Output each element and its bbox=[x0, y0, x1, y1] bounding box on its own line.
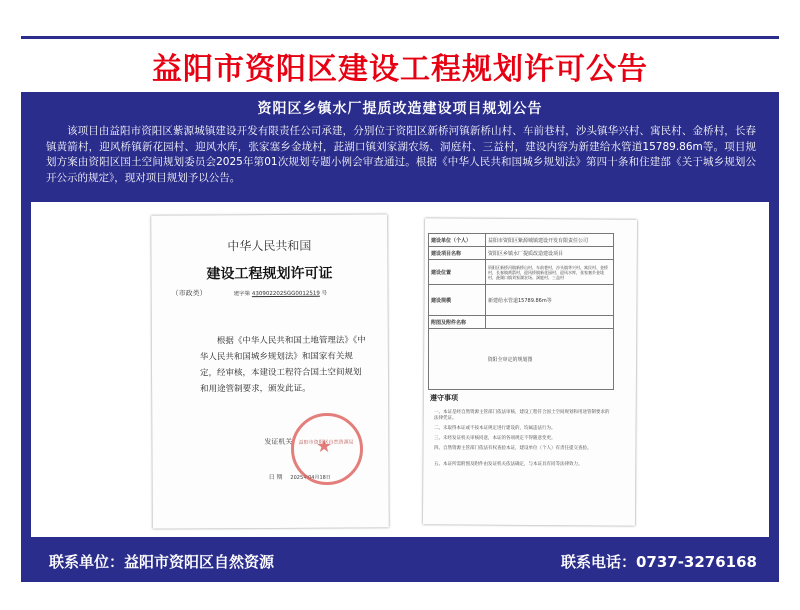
permit-cover-page bbox=[151, 214, 389, 528]
table-cell-key: 建设项目名称 bbox=[429, 247, 486, 260]
permit-number-suffix: 号 bbox=[321, 290, 328, 297]
permit-issuer-label: 发证机关 bbox=[264, 437, 293, 447]
permit-detail-table bbox=[428, 233, 614, 390]
table-cell-key bbox=[429, 329, 486, 390]
permit-category: （市政类） bbox=[171, 289, 207, 298]
table-cell-key: 建设单位（个人） bbox=[429, 234, 486, 247]
permit-number: 430902202SGG0012519 bbox=[251, 290, 320, 298]
permit-number-line bbox=[234, 289, 328, 297]
contact-footer bbox=[21, 540, 779, 582]
table-cell-value: 益阳市资阳区紫源城镇建设开发有限责任公司 bbox=[486, 234, 614, 247]
permit-statement: 根据《中华人民共和国土地管理法》《中华人民共和国城乡规划法》和国家有关规定，经审核，本建设工程符合国土空间规划和用途管制要求，颁发此证。 bbox=[199, 335, 366, 395]
document-display-area bbox=[31, 202, 769, 537]
notice-section-title: 遵守事项 bbox=[430, 394, 458, 402]
notice-item: 三、未经发证机关审核同意，本证的各项规定不得随意变更。 bbox=[434, 436, 556, 441]
table-row bbox=[429, 260, 614, 285]
notice-item: 二、未取得本证或不按本证规定进行建设的，均属违法行为。 bbox=[434, 426, 556, 431]
notice-item: 四、自然资源主管部门依法有权查验本证，建设单位（个人）有责任提交查验。 bbox=[434, 446, 592, 451]
page-title: 益阳市资阳区建设工程规划许可公告 bbox=[152, 51, 648, 87]
table-row bbox=[429, 247, 614, 260]
permit-title: 建设工程规划许可证 bbox=[206, 265, 333, 283]
notice-body: 该项目由益阳市资阳区紫源城镇建设开发有限责任公司承建，分别位于资阳区新桥河镇新桥山村、车前巷村，沙头镇华兴村、寓民村、金桥村，长春镇黄箭村，迎风桥镇新花园村、迎风水库，张家塞乡金垅村，茈湖口镇刘家湖农场、洞庭村、三益村，建设内容为新建给水管道15789.86m等。项目规划方案由资阳区国土空间规划委员会2025年第01次规划专题小例会审查通过。根据《中华人民共和国城乡规划法》第四十条和住建部《关于城乡规划公开公示的规定》，现对项目规划予以公告。 bbox=[46, 125, 756, 184]
contact-unit: 联系单位：益阳市资阳区自然资源 bbox=[49, 552, 275, 571]
table-row bbox=[429, 285, 614, 316]
notice-item: 一、本证是经自然资源主管部门依法审核，建设工程符合国土空间规划和用途管制要求的法律凭证。 bbox=[434, 410, 610, 421]
permit-date-value: 2025年04月18日 bbox=[290, 474, 331, 481]
table-row bbox=[429, 234, 614, 247]
table-row bbox=[429, 329, 614, 390]
table-cell-key: 建设位置 bbox=[429, 260, 486, 285]
table-cell-value: 资阳区乡镇水厂提质改造建设项目 bbox=[486, 247, 614, 260]
contact-phone: 联系电话：0737-3276168 bbox=[560, 552, 757, 571]
table-cell-value: 资阳全审定的规划图 bbox=[486, 329, 614, 390]
permit-issuer-name: 益阳市资阳区自然资源局 bbox=[298, 439, 354, 446]
notice-subtitle: 资阳区乡镇水厂提质改造建设项目规划公告 bbox=[257, 101, 543, 117]
seal-star-icon: ★ bbox=[316, 436, 333, 457]
table-row bbox=[429, 316, 614, 329]
table-cell-value: 新建给水管道15789.86m等 bbox=[486, 285, 614, 316]
table-cell-key: 建设规模 bbox=[429, 285, 486, 316]
table-cell-value: 资阳区新桥河镇新桥山村、车前巷村，沙头镇华兴村、寓民村、金桥村，长春镇黄箭村，迎风桥镇新花园村、迎风水库，张家塞乡金垅村，茈湖口镇刘家湖农场、洞庭村、三益村 bbox=[486, 260, 614, 285]
table-cell-value bbox=[486, 316, 614, 329]
permit-number-label: 建字第 bbox=[233, 291, 251, 298]
title-band bbox=[21, 36, 779, 92]
permit-date-label: 日 期 bbox=[268, 473, 283, 482]
permit-country: 中华人民共和国 bbox=[227, 238, 312, 254]
notice-item: 五、本证所需附图及附件由发证机关依法确定，与本证具有同等法律效力。 bbox=[434, 462, 583, 467]
table-cell-key: 附图及附件名称 bbox=[429, 316, 486, 329]
